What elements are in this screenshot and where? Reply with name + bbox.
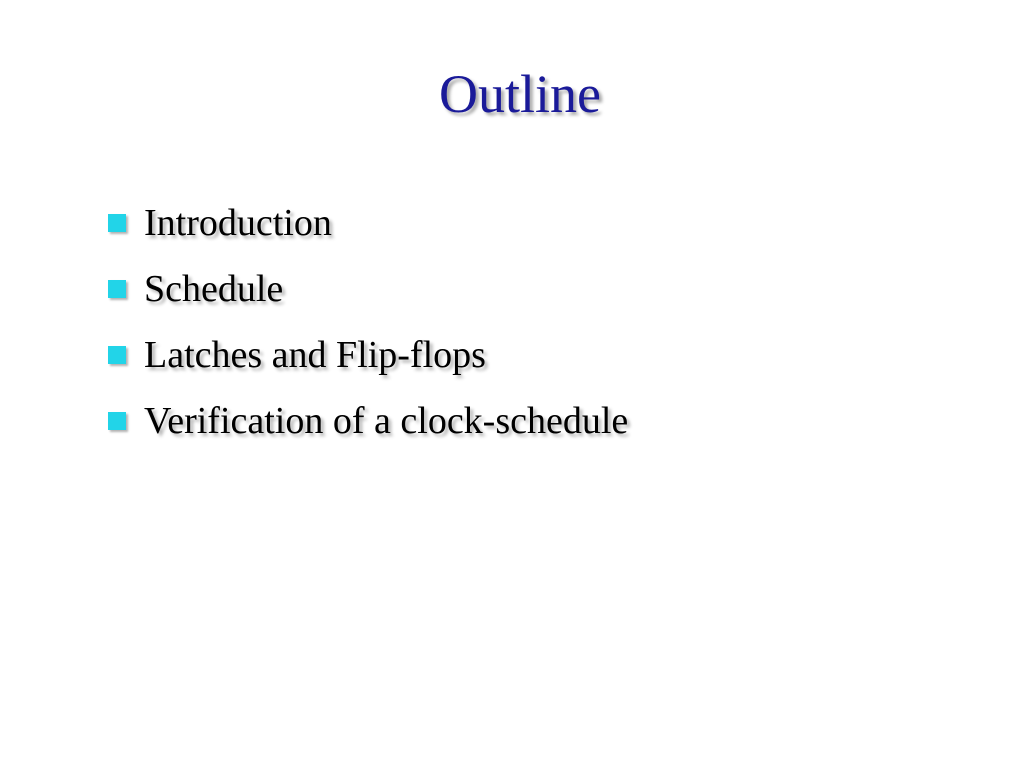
bullet-text: Latches and Flip-flops [144,334,486,376]
bullet-text: Introduction [144,202,332,244]
slide-title: Outline [439,64,601,124]
list-item [108,322,628,388]
bullet-list [108,190,628,454]
list-item [108,256,628,322]
bullet-text: Schedule [144,268,284,310]
bullet-text: Verification of a clock-schedule [144,400,629,442]
square-bullet-icon [108,346,126,364]
square-bullet-icon [108,214,126,232]
list-item [108,388,628,454]
list-item [108,190,628,256]
square-bullet-icon [108,412,126,430]
square-bullet-icon [108,280,126,298]
